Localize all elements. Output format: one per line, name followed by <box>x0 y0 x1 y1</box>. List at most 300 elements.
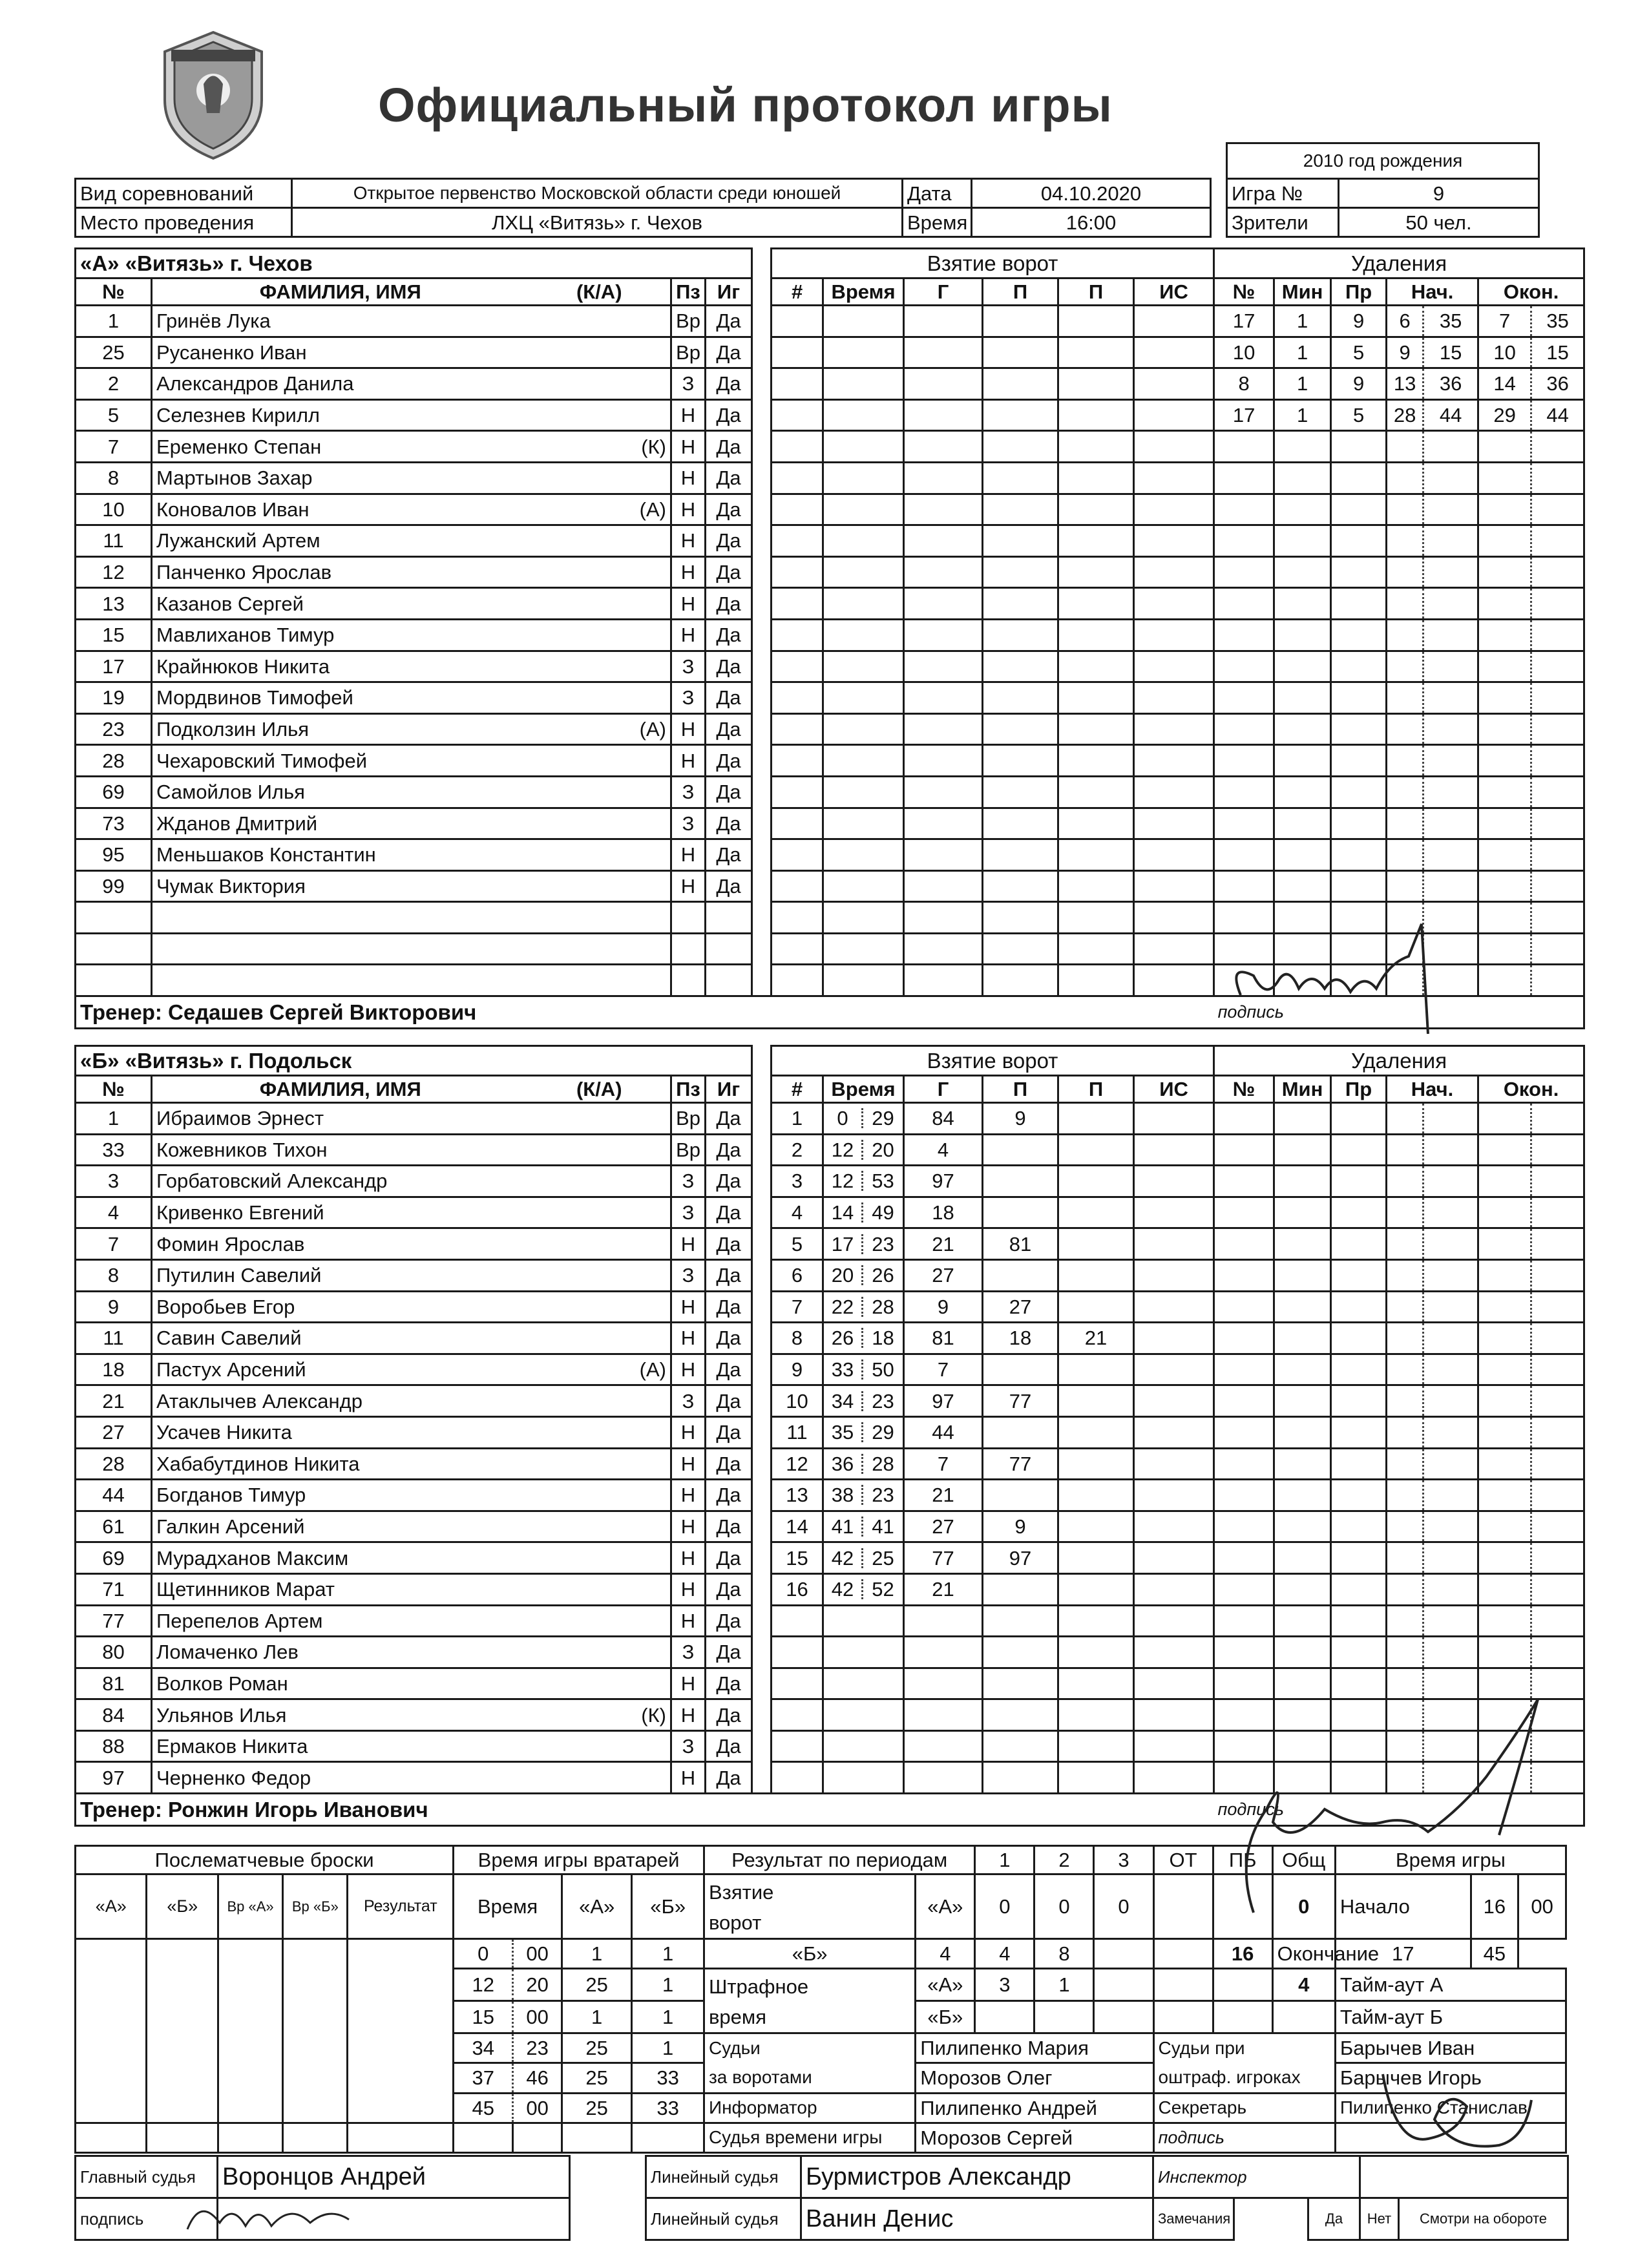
gk-time-sec: 00 <box>513 2001 562 2033</box>
remarks-yes-checkbox[interactable]: Да <box>1308 2198 1360 2240</box>
goal-situation <box>1134 651 1214 682</box>
goal-time-min <box>823 1103 904 1135</box>
goal-scorer <box>904 1605 983 1637</box>
goal-scorer <box>904 965 983 996</box>
goals-b-cell <box>1153 1939 1213 1969</box>
see-back-label: Смотри на обороте <box>1399 2198 1568 2240</box>
penalty-player <box>1214 1323 1274 1354</box>
gk-time-min: 45 <box>454 2093 513 2123</box>
goal-scorer: 7 <box>904 1354 983 1385</box>
goal-judge-1: Пилипенко Мария <box>916 2033 1153 2063</box>
penalty-start-sec <box>1423 556 1478 588</box>
penalty-start-sec <box>1423 1573 1478 1605</box>
goal-assist-1 <box>983 651 1058 682</box>
penalty-minutes <box>1274 619 1331 651</box>
goal-situation <box>1134 1228 1214 1260</box>
player-played: Да <box>706 462 752 494</box>
gk-col-a: «А» <box>562 1874 631 1939</box>
signature-team-b <box>1215 1693 1577 1926</box>
goal-assist-2 <box>1058 462 1134 494</box>
period-2-header: 2 <box>1035 1846 1094 1874</box>
col-pz: Пз <box>671 278 706 306</box>
date-value: 04.10.2020 <box>972 179 1211 208</box>
penalty-end-min <box>1478 1134 1531 1166</box>
player-played: Да <box>706 368 752 400</box>
player-row <box>76 431 1584 463</box>
player-number: 8 <box>76 462 152 494</box>
player-number: 71 <box>76 1573 152 1605</box>
player-position: Н <box>671 1480 706 1511</box>
goal-number <box>772 776 823 808</box>
goal-assist-2 <box>1058 839 1134 871</box>
goal-time-seconds: 20 <box>872 1138 894 1161</box>
player-number: 18 <box>76 1354 152 1385</box>
penalty-start-sec <box>1423 1448 1478 1480</box>
penalty-start-min: 6 <box>1387 306 1423 337</box>
empty-cell <box>454 2123 513 2152</box>
penalty-start-min: 28 <box>1387 399 1423 431</box>
penalty-reason <box>1331 776 1387 808</box>
player-captain <box>529 462 671 494</box>
shootout-cell <box>283 2063 348 2093</box>
goal-time-min <box>823 368 904 400</box>
gk-col-b: «Б» <box>632 1874 704 1939</box>
goal-scorer <box>904 808 983 839</box>
penalty-reason <box>1331 1323 1387 1354</box>
player-row <box>76 1511 1584 1542</box>
column-gap <box>752 462 772 494</box>
player-played: Да <box>706 839 752 871</box>
player-row <box>76 1605 1584 1637</box>
empty-cell <box>283 2123 348 2152</box>
penalty-reason: 9 <box>1331 368 1387 400</box>
player-row <box>76 462 1584 494</box>
penalty-start-sec <box>1423 776 1478 808</box>
player-row <box>76 1228 1584 1260</box>
team-a-goals-title: Взятие ворот <box>772 249 1214 278</box>
col-pen-num: № <box>1214 278 1274 306</box>
penalty-start-sec <box>1423 682 1478 714</box>
player-captain <box>529 1637 671 1668</box>
player-number: 84 <box>76 1699 152 1731</box>
player-captain <box>529 368 671 400</box>
player-played: Да <box>706 619 752 651</box>
goal-number: 7 <box>772 1291 823 1323</box>
player-row <box>76 1480 1584 1511</box>
goal-assist-2 <box>1058 1291 1134 1323</box>
penalty-reason <box>1331 713 1387 745</box>
goal-time-seconds: 41 <box>872 1515 894 1538</box>
goals-label-2: ворот <box>708 1911 762 1934</box>
penalty-minutes <box>1274 1605 1331 1637</box>
goal-situation <box>1134 1103 1214 1135</box>
goal-time-seconds: 49 <box>872 1201 894 1224</box>
goals-a-p3: 0 <box>1094 1874 1153 1939</box>
penalty-end-min <box>1478 808 1531 839</box>
player-played: Да <box>706 776 752 808</box>
col-ka: (К/А) <box>529 278 671 306</box>
main-ref-sign <box>218 2198 570 2240</box>
shootout-cell <box>147 2033 218 2063</box>
goal-time-min <box>823 1668 904 1699</box>
goal-scorer <box>904 494 983 525</box>
player-name: Селезнев Кирилл <box>152 399 529 431</box>
penalty-end-sec <box>1531 1416 1584 1448</box>
player-number: 99 <box>76 870 152 902</box>
goal-number <box>772 651 823 682</box>
pen-a-cell <box>1213 1969 1272 2001</box>
penalty-start-min <box>1387 1354 1423 1385</box>
goal-number <box>772 431 823 463</box>
goal-situation <box>1134 965 1214 996</box>
goal-situation <box>1134 525 1214 557</box>
goal-scorer <box>904 588 983 620</box>
goal-assist-2 <box>1058 494 1134 525</box>
column-gap <box>752 368 772 400</box>
penalty-reason <box>1331 1605 1387 1637</box>
goal-scorer: 97 <box>904 1385 983 1417</box>
column-gap <box>752 1730 772 1762</box>
goal-time-min <box>823 1480 904 1511</box>
column-gap <box>752 399 772 431</box>
goal-situation <box>1134 1730 1214 1762</box>
goal-assist-1 <box>983 682 1058 714</box>
inspector-label: Инспектор <box>1153 2156 1360 2198</box>
goal-number <box>772 1762 823 1794</box>
player-played: Да <box>706 588 752 620</box>
penalty-end-min <box>1478 494 1531 525</box>
player-name: Хабабутдинов Никита <box>152 1448 529 1480</box>
player-number: 81 <box>76 1668 152 1699</box>
goal-assist-1 <box>983 431 1058 463</box>
goal-scorer <box>904 368 983 400</box>
goals-a-p1: 0 <box>975 1874 1035 1939</box>
player-name: Щетинников Марат <box>152 1573 529 1605</box>
penalty-end-min <box>1478 1385 1531 1417</box>
shootout-cell <box>348 2093 454 2123</box>
goal-number: 3 <box>772 1166 823 1197</box>
empty-cell <box>348 2123 454 2152</box>
goal-assist-1 <box>983 933 1058 965</box>
penalty-player <box>1214 1416 1274 1448</box>
penalty-end-sec <box>1531 462 1584 494</box>
goal-assist-1 <box>983 808 1058 839</box>
penalty-end-min <box>1478 462 1531 494</box>
goal-time-min <box>823 1416 904 1448</box>
player-captain <box>529 1605 671 1637</box>
goal-assist-1: 97 <box>983 1542 1058 1574</box>
player-number <box>76 965 152 996</box>
team-a-sign-label: подпись <box>1214 996 1584 1029</box>
gk-a: 1 <box>562 2001 631 2033</box>
penalty-start-min <box>1387 556 1423 588</box>
player-position: Н <box>671 1416 706 1448</box>
col-ig: Иг <box>706 278 752 306</box>
penalty-end-min <box>1478 1166 1531 1197</box>
penalty-end-sec <box>1531 1637 1584 1668</box>
goal-assist-2 <box>1058 808 1134 839</box>
player-position: Н <box>671 1228 706 1260</box>
shootout-cell <box>76 2093 147 2123</box>
goal-assist-2 <box>1058 1448 1134 1480</box>
goal-scorer: 84 <box>904 1103 983 1135</box>
goal-time-seconds: 50 <box>872 1358 894 1381</box>
penalty-end-min <box>1478 933 1531 965</box>
remarks-no-checkbox[interactable]: Нет <box>1360 2198 1399 2240</box>
goal-number: 1 <box>772 1103 823 1135</box>
goal-judges-label-2: за воротами <box>708 2066 812 2087</box>
penalty-minutes <box>1274 651 1331 682</box>
shootout-cell <box>76 2033 147 2063</box>
penalty-start-sec: 35 <box>1423 306 1478 337</box>
player-captain: (К) <box>529 1699 671 1731</box>
goal-time-minutes: 22 <box>824 1297 863 1317</box>
player-number: 69 <box>76 1542 152 1574</box>
col-num: № <box>76 278 152 306</box>
goal-assist-2 <box>1058 1197 1134 1228</box>
goal-time-minutes: 20 <box>824 1265 863 1285</box>
penalty-reason <box>1331 1637 1387 1668</box>
player-position: Вр <box>671 1134 706 1166</box>
period-pb-header: ПБ <box>1213 1846 1272 1874</box>
player-number: 13 <box>76 588 152 620</box>
shootout-col-b: «Б» <box>147 1874 218 1939</box>
player-position: Н <box>671 870 706 902</box>
player-name: Ермаков Никита <box>152 1730 529 1762</box>
player-number: 2 <box>76 368 152 400</box>
pen-team-a: «А» <box>916 1969 975 2001</box>
goal-number: 15 <box>772 1542 823 1574</box>
penalty-minutes <box>1274 1385 1331 1417</box>
penalty-player <box>1214 1637 1274 1668</box>
player-position: Н <box>671 1448 706 1480</box>
player-position: З <box>671 1730 706 1762</box>
goal-time-minutes: 33 <box>824 1360 863 1380</box>
penalty-start-min <box>1387 839 1423 871</box>
goal-scorer <box>904 556 983 588</box>
goal-scorer: 97 <box>904 1166 983 1197</box>
column-gap <box>752 1762 772 1794</box>
player-number: 33 <box>76 1134 152 1166</box>
penalty-start-sec <box>1423 1134 1478 1166</box>
goal-situation <box>1134 1291 1214 1323</box>
player-position: З <box>671 682 706 714</box>
goal-time-min <box>823 1699 904 1731</box>
gk-a: 25 <box>562 2093 631 2123</box>
goal-situation <box>1134 588 1214 620</box>
goal-time-min <box>823 619 904 651</box>
player-position: Н <box>671 1291 706 1323</box>
player-captain <box>529 965 671 996</box>
goal-situation <box>1134 1385 1214 1417</box>
shootout-cell <box>348 2063 454 2093</box>
penalty-start-min <box>1387 1259 1423 1291</box>
goal-time-min <box>823 1323 904 1354</box>
penalty-reason <box>1331 682 1387 714</box>
col-ig: Иг <box>706 1076 752 1103</box>
penalty-start-min <box>1387 1103 1423 1135</box>
player-row <box>76 1448 1584 1480</box>
player-row <box>76 1291 1584 1323</box>
player-position: Н <box>671 1573 706 1605</box>
player-number: 15 <box>76 619 152 651</box>
column-gap <box>752 1637 772 1668</box>
penalty-start-sec <box>1423 713 1478 745</box>
player-captain <box>529 1197 671 1228</box>
goal-time-min <box>823 1197 904 1228</box>
player-position: З <box>671 808 706 839</box>
penalty-end-min <box>1478 902 1531 934</box>
goal-assist-1: 27 <box>983 1291 1058 1323</box>
player-row <box>76 1542 1584 1574</box>
pen-b-cell <box>1035 2001 1094 2033</box>
goal-scorer <box>904 682 983 714</box>
goal-time-min <box>823 1573 904 1605</box>
goal-time-seconds: 53 <box>872 1170 894 1193</box>
pen-label-2: время <box>708 2005 766 2028</box>
penalty-player <box>1214 462 1274 494</box>
player-captain: (А) <box>529 713 671 745</box>
player-played: Да <box>706 1103 752 1135</box>
gk-time-min: 12 <box>454 1969 513 2001</box>
end-hour: 17 <box>1335 1939 1471 1969</box>
goal-time-min <box>823 1259 904 1291</box>
goal-time-seconds: 18 <box>872 1327 894 1350</box>
gk-a: 1 <box>562 1939 631 1969</box>
penalty-minutes: 1 <box>1274 306 1331 337</box>
goal-time-min <box>823 933 904 965</box>
player-played: Да <box>706 808 752 839</box>
penalty-end-min <box>1478 1573 1531 1605</box>
goals-team-a: «А» <box>916 1874 975 1939</box>
player-row <box>76 870 1584 902</box>
penalty-minutes <box>1274 1103 1331 1135</box>
player-number: 7 <box>76 431 152 463</box>
summary-row <box>76 1969 1566 2001</box>
player-number: 25 <box>76 337 152 368</box>
player-position: Н <box>671 1542 706 1574</box>
player-position: З <box>671 1259 706 1291</box>
goal-number <box>772 1699 823 1731</box>
goal-scorer: 18 <box>904 1197 983 1228</box>
spectators-label: Зрители <box>1227 208 1339 237</box>
goal-time-min <box>823 1134 904 1166</box>
pen-b-cell <box>975 2001 1035 2033</box>
player-number: 61 <box>76 1511 152 1542</box>
penalty-start-min <box>1387 1385 1423 1417</box>
pen-a-cell <box>1094 1969 1153 2001</box>
player-name: Казанов Сергей <box>152 588 529 620</box>
goal-scorer <box>904 902 983 934</box>
informer-name: Пилипенко Андрей <box>916 2093 1153 2123</box>
penalty-end-min: 7 <box>1478 306 1531 337</box>
summary-row <box>76 1939 1566 1969</box>
penalty-reason <box>1331 1197 1387 1228</box>
gk-a: 25 <box>562 2063 631 2093</box>
player-name: Усачев Никита <box>152 1416 529 1448</box>
penalty-start-sec <box>1423 1637 1478 1668</box>
shootout-cell <box>147 2093 218 2123</box>
penalty-end-sec <box>1531 1542 1584 1574</box>
player-position: З <box>671 368 706 400</box>
empty-cell <box>632 2123 704 2152</box>
period-1-header: 1 <box>975 1846 1035 1874</box>
goal-assist-1 <box>983 306 1058 337</box>
player-played: Да <box>706 1259 752 1291</box>
penalty-reason <box>1331 1228 1387 1260</box>
player-number: 28 <box>76 1448 152 1480</box>
goal-assist-2 <box>1058 902 1134 934</box>
player-position: З <box>671 1197 706 1228</box>
goal-time-min <box>823 399 904 431</box>
penalty-start-min <box>1387 1228 1423 1260</box>
empty-cell <box>513 2123 562 2152</box>
penalty-start-sec <box>1423 1605 1478 1637</box>
penalty-minutes: 1 <box>1274 337 1331 368</box>
goal-assist-2 <box>1058 399 1134 431</box>
penalty-end-sec <box>1531 870 1584 902</box>
goal-assist-2 <box>1058 933 1134 965</box>
penalty-start-min <box>1387 1134 1423 1166</box>
goal-time-min <box>823 651 904 682</box>
goal-situation <box>1134 870 1214 902</box>
penalty-end-sec <box>1531 1291 1584 1323</box>
player-row <box>76 1134 1584 1166</box>
goal-situation <box>1134 1542 1214 1574</box>
goal-situation <box>1134 337 1214 368</box>
player-captain <box>529 399 671 431</box>
goal-time-min <box>823 1354 904 1385</box>
gk-time-sec: 46 <box>513 2063 562 2093</box>
penalty-start-sec <box>1423 1259 1478 1291</box>
player-row <box>76 1166 1584 1197</box>
penalty-start-sec <box>1423 808 1478 839</box>
goals-a-p2: 0 <box>1035 1874 1094 1939</box>
player-row <box>76 1354 1584 1385</box>
goal-number <box>772 808 823 839</box>
player-played: Да <box>706 399 752 431</box>
goal-assist-1: 9 <box>983 1511 1058 1542</box>
column-gap <box>752 431 772 463</box>
goal-number: 2 <box>772 1134 823 1166</box>
penalty-player <box>1214 682 1274 714</box>
timekeeper-name: Морозов Сергей <box>916 2123 1153 2152</box>
player-played: Да <box>706 1762 752 1794</box>
penalty-player: 17 <box>1214 306 1274 337</box>
player-captain <box>529 1385 671 1417</box>
player-row <box>76 1323 1584 1354</box>
penalty-end-sec <box>1531 745 1584 777</box>
player-position: Н <box>671 431 706 463</box>
gk-b: 33 <box>632 2063 704 2093</box>
goal-assist-2 <box>1058 1542 1134 1574</box>
goal-assist-1 <box>983 1730 1058 1762</box>
player-position: З <box>671 1385 706 1417</box>
player-row <box>76 745 1584 777</box>
column-gap <box>752 337 772 368</box>
goal-scorer <box>904 933 983 965</box>
player-name: Жданов Дмитрий <box>152 808 529 839</box>
goal-number <box>772 933 823 965</box>
penalty-end-sec <box>1531 1103 1584 1135</box>
pen-label-1: Штрафное <box>708 1975 809 1998</box>
team-b-sign-label: подпись <box>1214 1794 1584 1826</box>
goal-scorer <box>904 1762 983 1794</box>
penalty-start-min <box>1387 1573 1423 1605</box>
penalty-minutes: 1 <box>1274 399 1331 431</box>
spectators-value: 50 чел. <box>1339 208 1539 237</box>
penalty-reason <box>1331 839 1387 871</box>
